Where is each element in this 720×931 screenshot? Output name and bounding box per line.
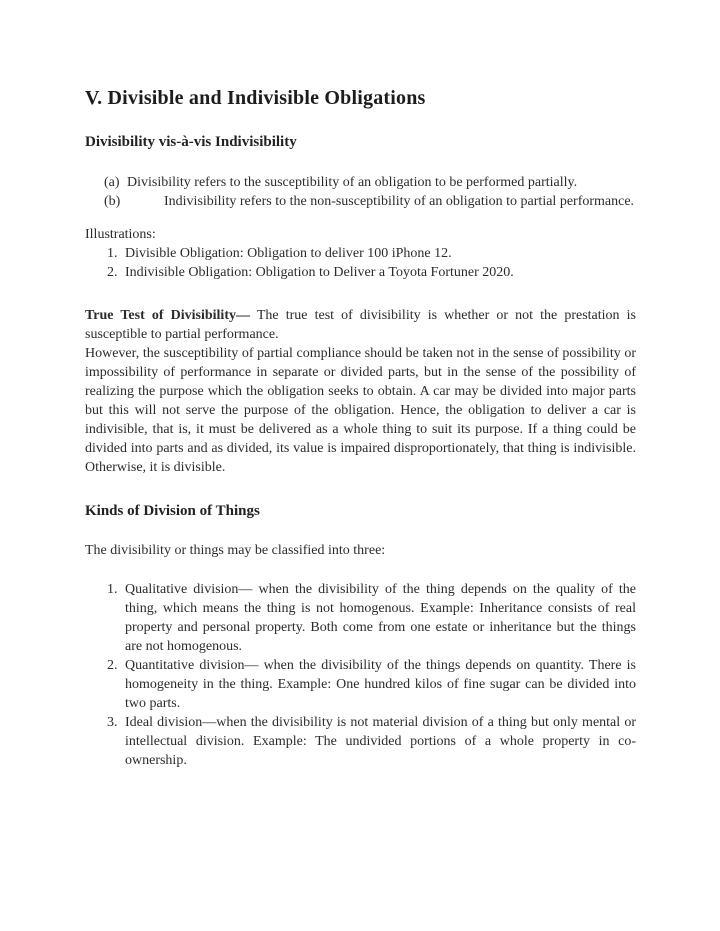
list-marker: 1. — [107, 582, 118, 597]
list-marker: (b) — [104, 194, 121, 209]
list-item-text: Divisibility refers to the susceptibility of an obligation to be performed partially. — [127, 175, 578, 190]
list-item — [107, 263, 636, 282]
kinds-list — [85, 580, 636, 770]
page-title: V. Divisible and Indivisible Obligations — [85, 87, 426, 109]
list-item-text-wrap — [125, 263, 636, 282]
section-heading-divisibility: Divisibility vis-à-vis Indivisibility — [85, 134, 297, 150]
true-test-section — [85, 306, 636, 477]
list-item-text: Qualitative division— when the divisibility of the thing depends on the quality of the thing, which means the thing is not homogenous. Example: Inheritance consists of real property and personal property. Both come from one estate or inheritance but the things are not homogenous. — [125, 582, 636, 654]
list-item-qualitative — [107, 580, 636, 656]
list-marker: 2. — [107, 265, 118, 280]
list-item-text-wrap — [125, 656, 636, 713]
list-item-text-wrap — [127, 173, 636, 192]
list-item-text-wrap — [127, 192, 636, 211]
list-item-text: Divisible Obligation: Obligation to deliver 100 iPhone 12. — [125, 246, 452, 261]
list-item-ideal — [107, 713, 636, 770]
list-marker: 3. — [107, 715, 118, 730]
tab-spacer — [127, 204, 164, 205]
kinds-intro: The divisibility or things may be classified into three: — [85, 543, 386, 558]
true-test-rest: The true test of divisibility is whether or not the prestation is susceptible to partial performance. — [85, 308, 636, 342]
illustrations-label: Illustrations: — [85, 227, 156, 242]
list-item-text-wrap — [125, 580, 636, 656]
list-marker: 1. — [107, 246, 118, 261]
list-item-quantitative — [107, 656, 636, 713]
list-item-text-wrap — [125, 713, 636, 770]
true-test-bold-lead: True Test of Divisibility— — [85, 308, 250, 323]
definition-list — [85, 173, 636, 211]
list-marker: (a) — [104, 175, 120, 190]
section-heading-kinds: Kinds of Division of Things — [85, 503, 260, 519]
list-item-text: Ideal division—when the divisibility is not material division of a thing but only mental or intellectual division. Example: The undivided portions of a whole property in co-ownership. — [125, 715, 636, 768]
list-item-text: Indivisibility refers to the non-susceptibility of an obligation to partial performance. — [164, 194, 635, 209]
list-item — [107, 244, 636, 263]
list-item-text-wrap — [125, 244, 636, 263]
list-item-text: Quantitative division— when the divisibility of the things depends on quantity. There is homogeneity in the thing. Example: One hundred kilos of fine sugar can be divided into two parts. — [125, 658, 636, 711]
list-marker: 2. — [107, 658, 118, 673]
list-item-a — [104, 173, 636, 192]
list-item-text: Indivisible Obligation: Obligation to Deliver a Toyota Fortuner 2020. — [125, 265, 514, 280]
paragraph-however: However, the susceptibility of partial compliance should be taken not in the sense of possibility or impossibility of performance in separate or divided parts, but in the sense of the possibility of realizing the purpose which the obligation seeks to obtain. A car may be divided into major parts but this will not serve the purpose of the obligation. Hence, the obligation to deliver a car is indivisible, that is, it must be delivered as a whole thing to suit its purpose. If a thing could be divided into parts and as divided, its value is impaired disproportionately, that thing is indivisible. Otherwise, it is divisible. — [85, 346, 636, 475]
list-item-b — [104, 192, 636, 211]
paragraph-true-test — [85, 306, 636, 344]
illustrations-list — [85, 244, 636, 282]
